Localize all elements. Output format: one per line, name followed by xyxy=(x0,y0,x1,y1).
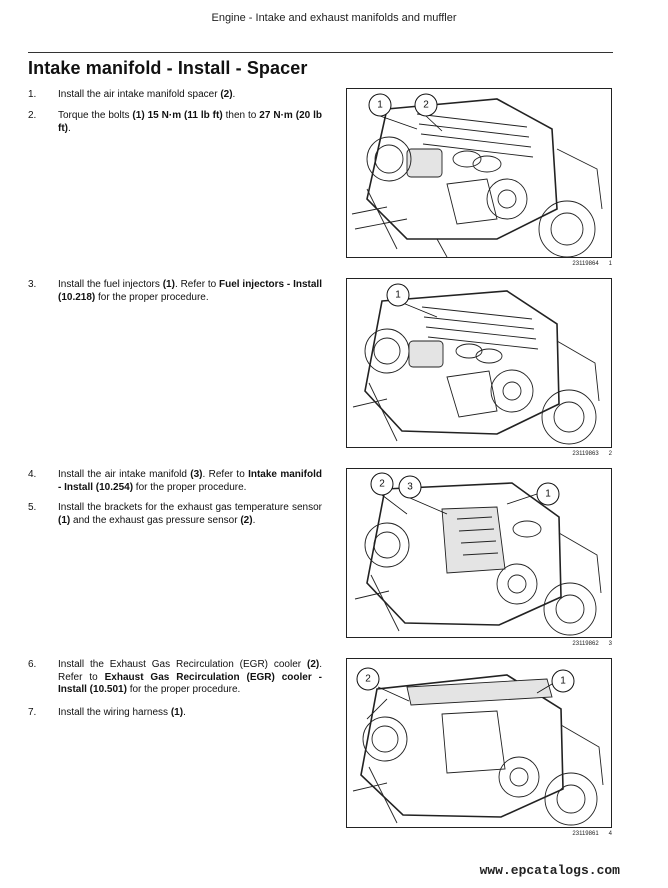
engine-illustration-icon xyxy=(352,99,602,257)
step-number: 5. xyxy=(28,502,37,513)
figure-4-caption xyxy=(346,831,612,837)
step-run: . xyxy=(183,707,186,718)
step-number: 3. xyxy=(28,279,37,290)
step-number: 2. xyxy=(28,110,37,121)
callout-1 xyxy=(552,670,574,692)
figure-3-engine-drawing xyxy=(346,468,612,638)
step-run: then to xyxy=(222,110,260,121)
step-reference: Fuel injectors - Install (10.218) xyxy=(58,279,322,303)
step-run: Install the air intake manifold xyxy=(58,469,191,480)
step-run: for the proper procedure. xyxy=(133,481,247,493)
running-header: Engine - Intake and exhaust manifolds and muffler xyxy=(211,12,457,24)
step-reference: (1) xyxy=(58,514,71,526)
figure-2-engine-drawing xyxy=(346,278,612,448)
step-run: Install the wiring harness xyxy=(58,707,171,718)
figure-number: 4 xyxy=(608,831,612,837)
step-2 xyxy=(28,110,322,135)
step-run: . xyxy=(232,89,236,100)
callout-label: 2 xyxy=(423,99,429,111)
step-run: . xyxy=(252,514,256,526)
step-run: Torque the bolts xyxy=(58,110,133,121)
figure-code: 23119863 xyxy=(572,451,599,457)
callout-label: 1 xyxy=(395,289,401,301)
engine-illustration-icon xyxy=(355,483,601,635)
callout-2 xyxy=(415,94,437,116)
callout-1 xyxy=(369,94,391,116)
step-run: Install the brackets for the exhaust gas temperature sensor xyxy=(58,502,322,513)
step-run: and the exhaust gas pressure sensor xyxy=(70,514,241,526)
header-rule xyxy=(28,52,613,53)
engine-illustration-icon xyxy=(353,675,603,825)
step-1 xyxy=(28,89,322,102)
callout-label: 1 xyxy=(545,488,551,500)
step-text xyxy=(58,279,322,304)
step-run: . xyxy=(68,122,71,134)
figure-1-engine-drawing xyxy=(346,88,612,258)
step-run: for the proper procedure. xyxy=(126,684,241,695)
step-6 xyxy=(28,659,322,697)
figure-number: 3 xyxy=(608,641,612,647)
callout-label: 2 xyxy=(365,673,371,685)
step-reference: Exhaust Gas Recirculation (EGR) cooler - Install (10.501) xyxy=(58,671,322,695)
step-text xyxy=(58,110,322,135)
step-number: 7. xyxy=(28,707,37,718)
step-run: . Refer to xyxy=(58,659,322,683)
step-run: Install the air intake manifold spacer xyxy=(58,89,221,100)
step-run: Install the Exhaust Gas Recirculation (EGR) cooler xyxy=(58,659,307,670)
step-reference: (2) xyxy=(306,659,320,670)
step-3 xyxy=(28,279,322,304)
callout-1 xyxy=(387,284,409,306)
callout-2 xyxy=(357,668,379,690)
step-reference: 27 N·m (20 lb ft) xyxy=(58,110,323,134)
engine-illustration-icon xyxy=(353,291,599,444)
step-4 xyxy=(28,469,322,494)
step-text xyxy=(58,707,322,720)
site-watermark: www.epcatalogs.com xyxy=(479,863,620,878)
step-reference: (1) xyxy=(162,279,175,290)
step-reference: (2) xyxy=(220,89,233,100)
figure-number: 1 xyxy=(608,261,612,267)
figure-3-caption xyxy=(346,641,612,647)
callout-label: 1 xyxy=(560,675,566,687)
section-title: Intake manifold - Install - Spacer xyxy=(28,58,308,78)
figure-code: 23119862 xyxy=(572,641,599,647)
step-reference: (1) xyxy=(170,707,184,718)
step-number: 4. xyxy=(28,469,37,480)
step-text xyxy=(58,89,322,102)
step-5 xyxy=(28,502,322,527)
step-number: 1. xyxy=(28,89,37,100)
step-7 xyxy=(28,707,322,720)
figure-number: 2 xyxy=(608,451,612,457)
figure-2-caption xyxy=(346,451,612,457)
figure-code: 23119864 xyxy=(572,261,599,267)
step-number: 6. xyxy=(28,659,37,670)
figure-1-caption xyxy=(346,261,612,267)
callout-2 xyxy=(371,473,393,495)
callout-label: 1 xyxy=(377,99,383,111)
step-reference: (3) xyxy=(190,469,203,480)
step-text xyxy=(58,502,322,527)
step-reference: (2) xyxy=(240,514,253,526)
step-run: Install the fuel injectors xyxy=(58,279,163,290)
figure-4-engine-drawing xyxy=(346,658,612,828)
callout-3 xyxy=(399,476,421,498)
step-run: . Refer to xyxy=(174,279,220,290)
callout-label: 3 xyxy=(407,481,413,493)
step-reference: Intake manifold - Install (10.254) xyxy=(58,469,322,493)
step-run: for the proper procedure. xyxy=(95,291,209,303)
figure-code: 23119861 xyxy=(572,831,599,837)
step-text xyxy=(58,659,322,697)
callout-label: 2 xyxy=(379,478,385,490)
step-text xyxy=(58,469,322,494)
step-run: . Refer to xyxy=(202,469,249,480)
step-reference: (1) 15 N·m (11 lb ft) xyxy=(132,110,223,121)
callout-1 xyxy=(537,483,559,505)
